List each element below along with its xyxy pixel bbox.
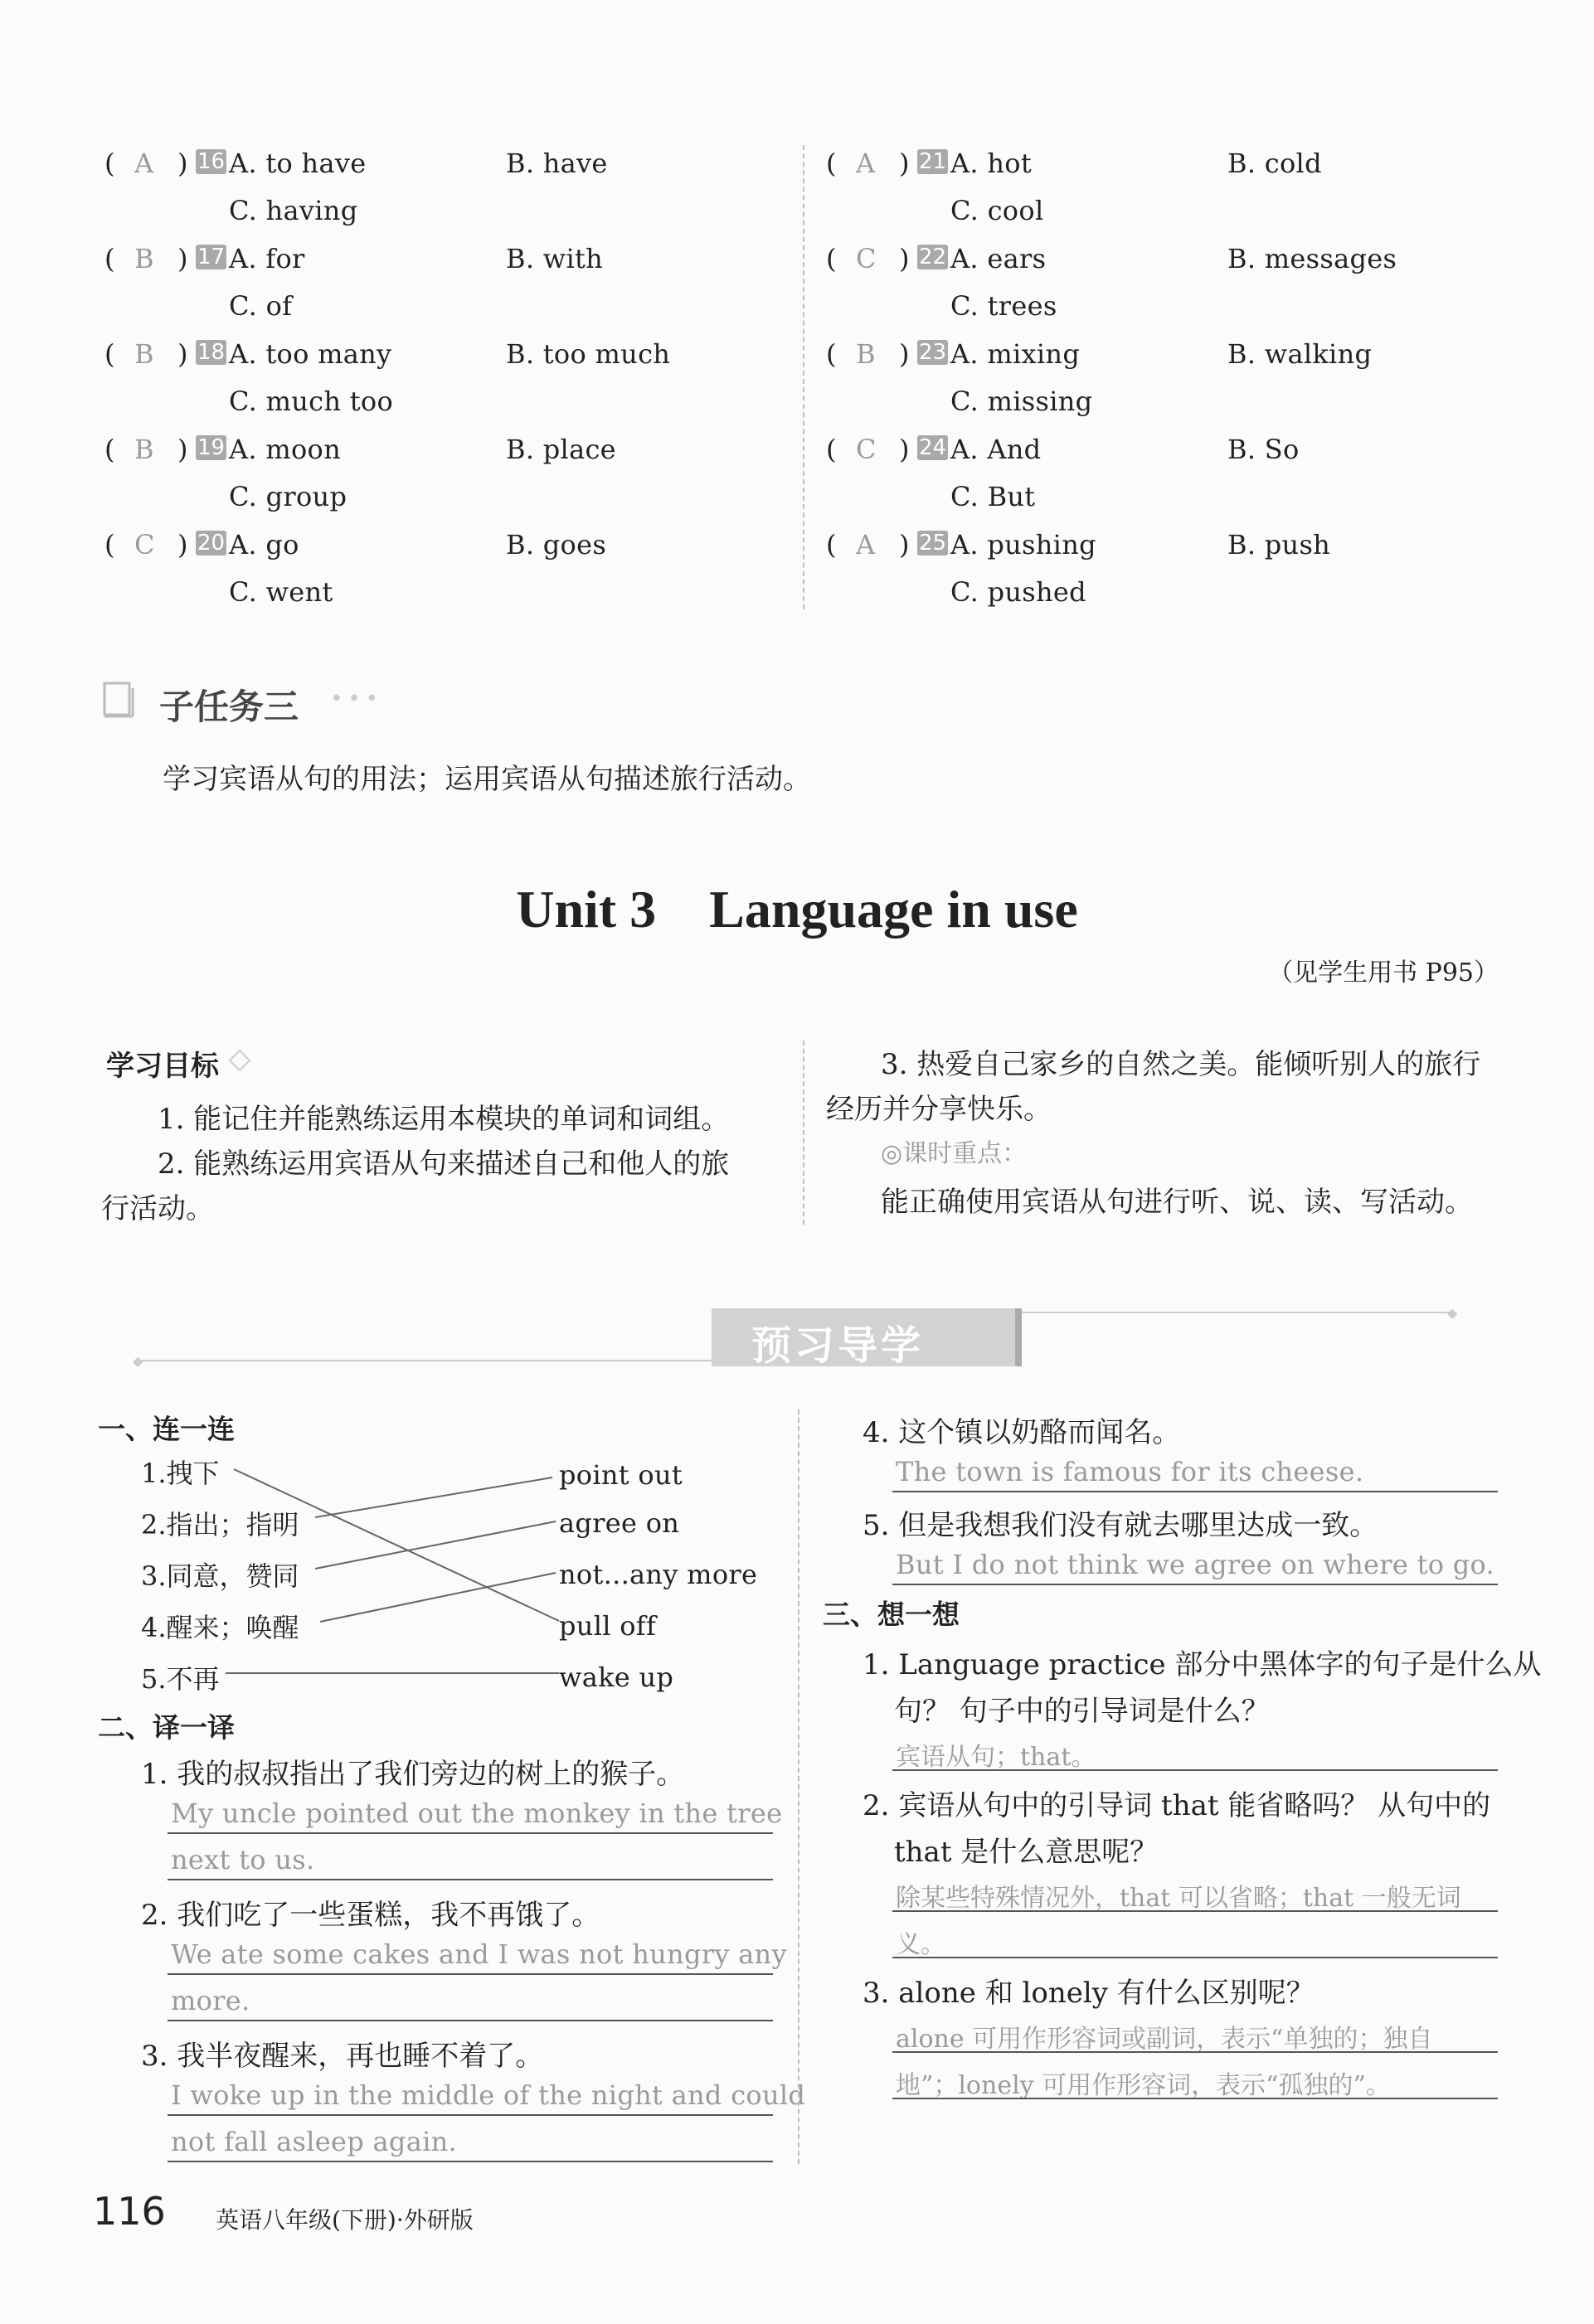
goal-3-cont: 经历并分享快乐。 — [826, 1093, 1052, 1126]
option-a: A. pushing — [950, 529, 1096, 560]
answer-line — [168, 1973, 773, 1975]
book-title: 英语八年级(下册)·外研版 — [216, 2206, 474, 2234]
paren-open: ( — [826, 148, 837, 179]
option-c: C. pushed — [950, 576, 1086, 608]
match-left-item: 1.拽下 — [141, 1458, 220, 1489]
goal-2-cont: 行活动。 — [101, 1192, 214, 1225]
match-left-item: 4.醒来；唤醒 — [141, 1612, 299, 1643]
match-right-item: pull off — [559, 1610, 657, 1642]
think-a3-cont: 地”；lonely 可用作形容词，表示“孤独的”。 — [896, 2071, 1391, 2100]
option-a: A. too many — [229, 338, 392, 370]
choice-answer: A — [856, 529, 876, 560]
banner-dot-right: ◆ — [1447, 1305, 1458, 1321]
match-left-item: 5.不再 — [141, 1663, 220, 1695]
question-number: 16 — [197, 149, 226, 174]
subtask-desc: 学习宾语从句的用法；运用宾语从句描述旅行活动。 — [163, 763, 811, 796]
option-a: A. go — [229, 529, 299, 560]
banner-line-right — [1020, 1312, 1451, 1313]
paren-close: ) — [899, 243, 910, 274]
translate-answer: But I do not think we agree on where to go. — [896, 1549, 1495, 1580]
match-line-2 — [315, 1477, 552, 1517]
choice-answer: A — [856, 148, 876, 179]
answer-line — [168, 1879, 773, 1880]
goals-heading: 学习目标 — [106, 1050, 219, 1083]
match-line-1 — [234, 1469, 559, 1621]
translate-question: 2. 我们吃了一些蛋糕，我不再饿了。 — [141, 1899, 600, 1932]
translate-question: 5. 但是我想我们没有就去哪里达成一致。 — [863, 1509, 1378, 1542]
think-q2-cont: that 是什么意思呢？ — [894, 1836, 1159, 1869]
match-line-4 — [320, 1573, 556, 1622]
question-number: 22 — [919, 245, 947, 269]
match-left-item: 3.同意，赞同 — [141, 1560, 299, 1592]
option-a: A. for — [229, 243, 305, 274]
option-b: B. have — [506, 148, 608, 179]
option-a: A. ears — [950, 243, 1047, 274]
option-c: C. having — [229, 195, 358, 226]
option-b: B. place — [506, 434, 616, 465]
option-b: B. messages — [1227, 243, 1397, 274]
translate-answer-cont: not fall asleep again. — [171, 2126, 457, 2157]
option-a: A. to have — [229, 148, 367, 179]
think-q1: 1. Language practice 部分中黑体字的句子是什么从 — [863, 1648, 1542, 1681]
paren-open: ( — [826, 529, 837, 560]
answer-line — [168, 2114, 773, 2116]
option-b: B. too much — [506, 338, 671, 370]
option-c: C. went — [229, 576, 333, 608]
option-a: A. And — [950, 434, 1042, 465]
match-line-3 — [315, 1521, 556, 1569]
question-number: 17 — [197, 245, 226, 269]
goal-3: 3. 热爱自己家乡的自然之美。能倾听别人的旅行 — [881, 1048, 1481, 1081]
think-q1-cont: 句？ 句子中的引导词是什么？ — [894, 1695, 1270, 1728]
decor-dots: ••• — [330, 687, 384, 711]
option-c: C. cool — [950, 195, 1044, 226]
answer-line — [168, 1832, 773, 1834]
goal-1: 1. 能记住并能熟练运用本模块的单词和词组。 — [158, 1103, 730, 1136]
question-number: 25 — [919, 531, 947, 556]
option-c: C. But — [950, 481, 1036, 512]
question-number: 19 — [197, 435, 226, 460]
paren-close: ) — [899, 529, 910, 560]
answer-line — [168, 2161, 773, 2162]
choice-answer: B — [134, 338, 154, 370]
option-c: C. of — [229, 290, 293, 322]
paren-open: ( — [104, 243, 115, 274]
column-divider — [803, 145, 804, 609]
translate-question: 1. 我的叔叔指出了我们旁边的树上的猴子。 — [141, 1758, 685, 1791]
key-point-heading: ◎课时重点： — [881, 1139, 1028, 1168]
option-a: A. moon — [229, 434, 342, 465]
paren-close: ) — [177, 434, 188, 465]
question-number: 20 — [197, 531, 226, 556]
match-heading: 一、连一连 — [98, 1413, 235, 1445]
goals-divider — [803, 1041, 804, 1225]
think-a2-cont: 义。 — [896, 1930, 945, 1959]
option-c: C. group — [229, 481, 347, 512]
banner-dot-left: ◆ — [133, 1353, 143, 1369]
option-b: B. So — [1227, 434, 1300, 465]
option-b: B. cold — [1227, 148, 1322, 179]
choice-answer: C — [856, 243, 877, 274]
question-number: 24 — [919, 435, 947, 460]
answer-line — [892, 1957, 1498, 1958]
student-book-ref: （见学生用书 P95） — [1268, 958, 1499, 987]
paren-open: ( — [826, 434, 837, 465]
choice-answer: A — [134, 148, 154, 179]
translate-answer: My uncle pointed out the monkey in the tree — [171, 1798, 783, 1829]
match-right-item: not...any more — [559, 1559, 758, 1590]
option-a: A. mixing — [950, 338, 1081, 370]
answer-line — [892, 1491, 1498, 1492]
translate-answer: The town is famous for its cheese. — [896, 1456, 1364, 1487]
match-left-item: 2.指出；指明 — [141, 1509, 299, 1540]
option-b: B. goes — [506, 529, 607, 560]
lower-divider — [798, 1409, 799, 2164]
paren-open: ( — [826, 338, 837, 370]
translate-answer-cont: next to us. — [171, 1844, 315, 1875]
match-lines — [0, 0, 796, 1741]
question-number: 23 — [919, 340, 947, 365]
answer-line — [892, 1910, 1498, 1912]
think-a1: 宾语从句；that。 — [896, 1743, 1096, 1772]
paren-close: ) — [899, 434, 910, 465]
answer-line — [892, 2051, 1498, 2053]
key-point: 能正确使用宾语从句进行听、说、读、写活动。 — [881, 1186, 1473, 1219]
choice-answer: B — [856, 338, 876, 370]
option-c: C. much too — [229, 386, 394, 417]
match-right-item: point out — [559, 1459, 683, 1491]
option-b: B. with — [506, 243, 604, 274]
paren-open: ( — [104, 434, 115, 465]
translate-answer-cont: more. — [171, 1985, 250, 2016]
paren-open: ( — [104, 529, 115, 560]
think-heading: 三、想一想 — [823, 1599, 960, 1631]
page-number: 116 — [93, 2189, 166, 2234]
paren-close: ) — [177, 243, 188, 274]
banner-title: 预习导学 — [751, 1322, 925, 1369]
answer-line — [892, 1769, 1498, 1771]
paren-open: ( — [104, 148, 115, 179]
banner-box-edge — [1015, 1308, 1022, 1366]
paren-close: ) — [899, 148, 910, 179]
answer-line — [892, 1584, 1498, 1585]
think-q3: 3. alone 和 lonely 有什么区别呢？ — [863, 1977, 1315, 2010]
think-q2: 2. 宾语从句中的引导词 that 能省略吗？ 从句中的 — [863, 1789, 1491, 1822]
paren-open: ( — [826, 243, 837, 274]
option-c: C. missing — [950, 386, 1093, 417]
paren-close: ) — [899, 338, 910, 370]
subtask-title: 子任务三 — [159, 687, 299, 727]
option-a: A. hot — [950, 148, 1032, 179]
answer-line — [168, 2020, 773, 2021]
question-number: 18 — [197, 340, 226, 365]
think-a3: alone 可用作形容词或副词，表示“单独的；独自 — [896, 2025, 1433, 2054]
choice-answer: C — [856, 434, 877, 465]
paren-close: ) — [177, 529, 188, 560]
option-b: B. walking — [1227, 338, 1373, 370]
unit-title: Unit 3 Language in use — [516, 880, 1078, 939]
think-a2: 除某些特殊情况外，that 可以省略；that 一般无词 — [896, 1884, 1461, 1913]
match-right-item: wake up — [559, 1662, 674, 1693]
translate-answer: We ate some cakes and I was not hungry any — [171, 1938, 787, 1970]
translate-answer: I woke up in the middle of the night and could — [171, 2079, 806, 2111]
paren-close: ) — [177, 338, 188, 370]
answer-line — [892, 2098, 1498, 2099]
option-b: B. push — [1227, 529, 1331, 560]
paren-open: ( — [104, 338, 115, 370]
option-c: C. trees — [950, 290, 1057, 322]
translate-heading: 二、译一译 — [98, 1711, 235, 1744]
choice-answer: B — [134, 243, 154, 274]
match-right-item: agree on — [559, 1507, 680, 1539]
question-number: 21 — [919, 149, 947, 174]
choice-answer: B — [134, 434, 154, 465]
goal-2: 2. 能熟练运用宾语从句来描述自己和他人的旅 — [158, 1147, 730, 1181]
paren-close: ) — [177, 148, 188, 179]
choice-answer: C — [134, 529, 155, 560]
translate-question: 4. 这个镇以奶酪而闻名。 — [863, 1416, 1181, 1449]
translate-question: 3. 我半夜醒来，再也睡不着了。 — [141, 2040, 544, 2073]
